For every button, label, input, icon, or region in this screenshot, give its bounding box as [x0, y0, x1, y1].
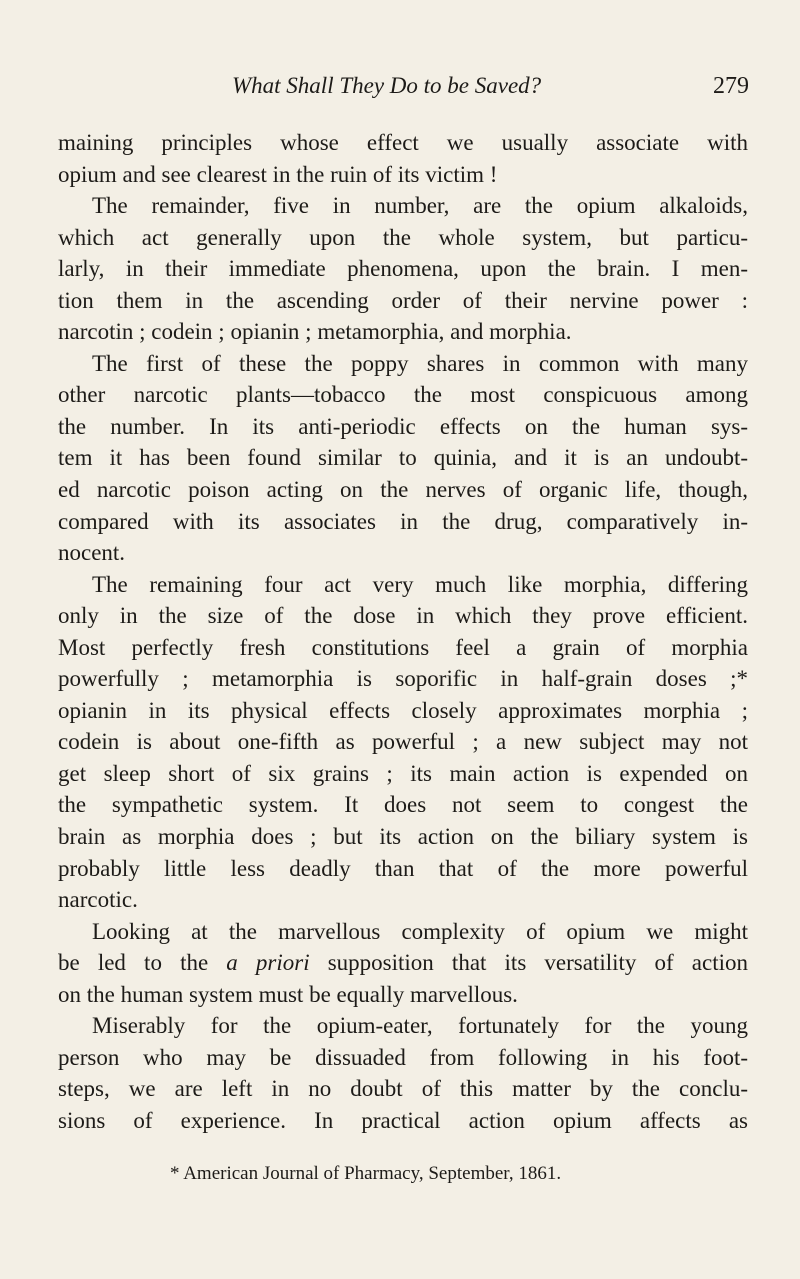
text-line-25: narcotic. — [58, 887, 138, 913]
text-line-11: tem it has been found similar to quinia, and it is an undoubt- — [58, 445, 748, 471]
text-line-21: get sleep short of six grains ; its main action is expended on — [58, 760, 748, 786]
text-line-27: be led to the a priori supposition that its versatility of action — [58, 950, 748, 976]
text-line-20: codein is about one-fifth as powerful ; a new subject may not — [58, 729, 748, 755]
text-line-15: The remaining four act very much like morphia, differing — [92, 571, 748, 597]
text-line-10: the number. In its anti-periodic effects on the human sys- — [58, 413, 748, 439]
text-line-29: Miserably for the opium-eater, fortunately for the young — [92, 1013, 748, 1039]
text-line-2: opium and see clearest in the ruin of its victim ! — [58, 161, 498, 187]
text-line-13: compared with its associates in the drug, comparatively in- — [58, 508, 748, 534]
footnote: * American Journal of Pharmacy, September, 1861. — [170, 1163, 562, 1184]
text-line-8: The first of these the poppy shares in common with many — [92, 350, 748, 376]
text-line-16: only in the size of the dose in which they prove efficient. — [58, 603, 748, 629]
text-line-26: Looking at the marvellous complexity of opium we might — [92, 918, 748, 944]
text-line-22: the sympathetic system. It does not seem to congest the — [58, 792, 748, 818]
text-line-14: nocent. — [58, 540, 126, 566]
text-line-30: person who may be dissuaded from following in his foot- — [58, 1044, 748, 1070]
text-line-6: tion them in the ascending order of their nervine power : — [58, 287, 748, 313]
text-line-12: ed narcotic poison acting on the nerves of organic life, though, — [58, 477, 748, 503]
page-number: 279 — [713, 73, 749, 99]
body-text — [58, 127, 748, 1137]
text-line-5: larly, in their immediate phenomena, upon the brain. I men- — [58, 256, 748, 282]
text-line-28: on the human system must be equally marvellous. — [58, 981, 518, 1007]
text-line-24: probably little less deadly than that of the more powerful — [58, 855, 748, 881]
text-line-18: powerfully ; metamorphia is soporific in half-grain doses ;* — [58, 666, 748, 692]
text-line-17: Most perfectly fresh constitutions feel a grain of morphia — [58, 634, 748, 660]
text-line-3: The remainder, five in number, are the opium alkaloids, — [92, 193, 748, 219]
text-line-9: other narcotic plants—tobacco the most conspicuous among — [58, 382, 748, 408]
text-line-23: brain as morphia does ; but its action on the biliary system is — [58, 824, 748, 850]
text-line-4: which act generally upon the whole system, but particu- — [58, 224, 748, 250]
text-line-1: maining principles whose effect we usually associate with — [58, 130, 748, 155]
text-line-32: sions of experience. In practical action opium affects as — [58, 1107, 748, 1133]
text-line-31: steps, we are left in no doubt of this matter by the conclu- — [58, 1076, 748, 1102]
text-line-19: opianin in its physical effects closely approximates morphia ; — [58, 697, 748, 723]
text-line-7: narcotin ; codein ; opianin ; metamorphia, and morphia. — [58, 319, 572, 345]
running-head-title: What Shall They Do to be Saved? — [232, 73, 542, 98]
